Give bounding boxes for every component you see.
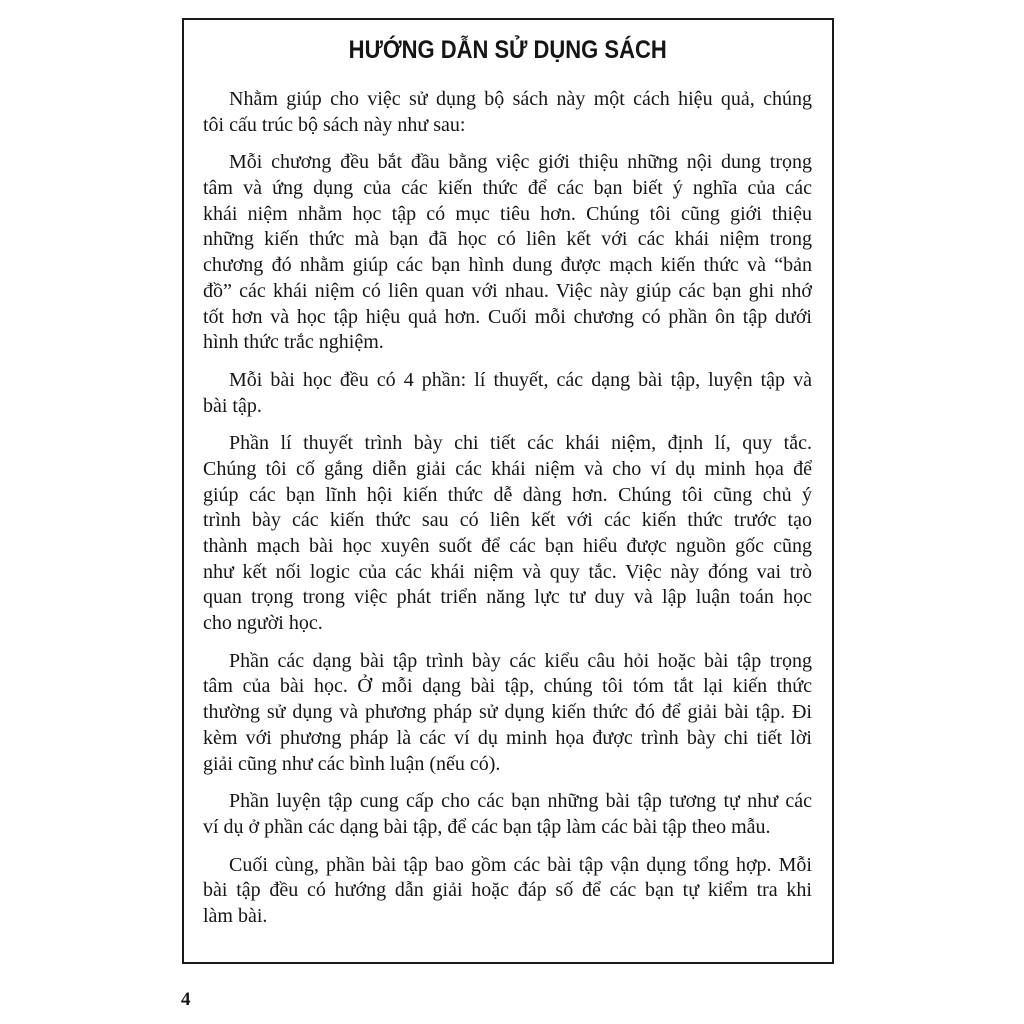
text-line: Cuối cùng, phần bài tập bao gồm các bài tập vận dụng tổng hợp. Mỗi (229, 853, 812, 876)
text-line: Mỗi bài học đều có 4 phần: lí thuyết, các dạng bài tập, luyện tập và (229, 368, 812, 391)
page-title-text: HƯỚNG DẪN SỬ DỤNG SÁCH (348, 36, 667, 64)
text-line: thành mạch bài học xuyên suốt để các bạn hiểu được nguồn gốc cũng (203, 535, 812, 557)
text-line: tâm và ứng dụng của các kiến thức để các bạn biết ý nghĩa của các (203, 177, 812, 200)
text-line: tôi cấu trúc bộ sách này như sau: (203, 113, 466, 136)
paragraph-intro (203, 87, 812, 138)
text-line: khái niệm nhằm học tập có mục tiêu hơn. Chúng tôi cũng giới thiệu (203, 202, 812, 225)
text-line: Nhằm giúp cho việc sử dụng bộ sách này một cách hiệu quả, chúng (229, 88, 812, 110)
text-line: thường sử dụng và phương pháp sử dụng kiến thức đó để giải bài tập. Đi (203, 701, 812, 724)
text-line: ví dụ ở phần các dạng bài tập, để các bạn tập làm các bài tập theo mẫu. (203, 815, 771, 838)
text-line: tâm của bài học. Ở mỗi dạng bài tập, chúng tôi tóm tắt lại kiến thức (203, 675, 812, 698)
text-line: đồ” các khái niệm có liên quan với nhau. Việc này giúp các bạn ghi nhớ (203, 279, 812, 302)
text-line: giải cũng như các bình luận (nếu có). (203, 752, 501, 775)
text-line: tốt hơn và học tập hiệu quả hơn. Cuối mỗi chương có phần ôn tập dưới (203, 305, 812, 328)
text-line: cho người học. (203, 612, 323, 635)
text-line: những kiến thức mà bạn đã học có liên kết với các khái niệm trong (203, 228, 812, 251)
paragraph-lesson-parts (203, 368, 812, 419)
text-line: giúp các bạn lĩnh hội kiến thức dễ dàng hơn. Chúng tôi cũng chủ ý (203, 483, 812, 506)
text-line: bài tập đều có hướng dẫn giải hoặc đáp số để các bạn tự kiểm tra khi (203, 879, 812, 902)
paragraph-exercises (203, 853, 812, 930)
paragraph-chapters (203, 150, 812, 356)
paragraph-exercise-types (203, 649, 812, 777)
paragraph-theory (203, 431, 812, 637)
text-line: chương đó nhằm giúp các bạn hình dung được mạch kiến thức và “bản (203, 254, 812, 277)
content-frame (182, 18, 834, 964)
text-line: Mỗi chương đều bắt đầu bằng việc giới thiệu những nội dung trọng (229, 151, 812, 174)
text-line: Chúng tôi cố gắng diễn giải các khái niệm và cho ví dụ minh họa để (203, 457, 812, 480)
page-number: 4 (181, 989, 191, 1010)
text-line: làm bài. (203, 904, 268, 927)
page-title (203, 36, 812, 64)
text-line: trình bày các kiến thức sau có liên kết với các kiến thức trước tạo (203, 509, 812, 532)
text-line: Phần luyện tập cung cấp cho các bạn những bài tập tương tự như các (229, 790, 812, 813)
paragraph-practice (203, 789, 812, 840)
text-line: kèm với phương pháp là các ví dụ minh họa được trình bày chi tiết lời (203, 726, 812, 749)
text-line: bài tập. (203, 394, 262, 417)
text-line: như kết nối logic của các khái niệm và quy tắc. Việc này đóng vai trò (203, 560, 812, 583)
text-line: quan trọng trong việc phát triển năng lực tư duy và lập luận toán học (203, 586, 812, 609)
text-line: hình thức trắc nghiệm. (203, 331, 384, 354)
text-line: Phần lí thuyết trình bày chi tiết các khái niệm, định lí, quy tắc. (229, 432, 812, 455)
body-text (203, 87, 812, 930)
text-line: Phần các dạng bài tập trình bày các kiểu câu hỏi hoặc bài tập trọng (229, 649, 812, 672)
